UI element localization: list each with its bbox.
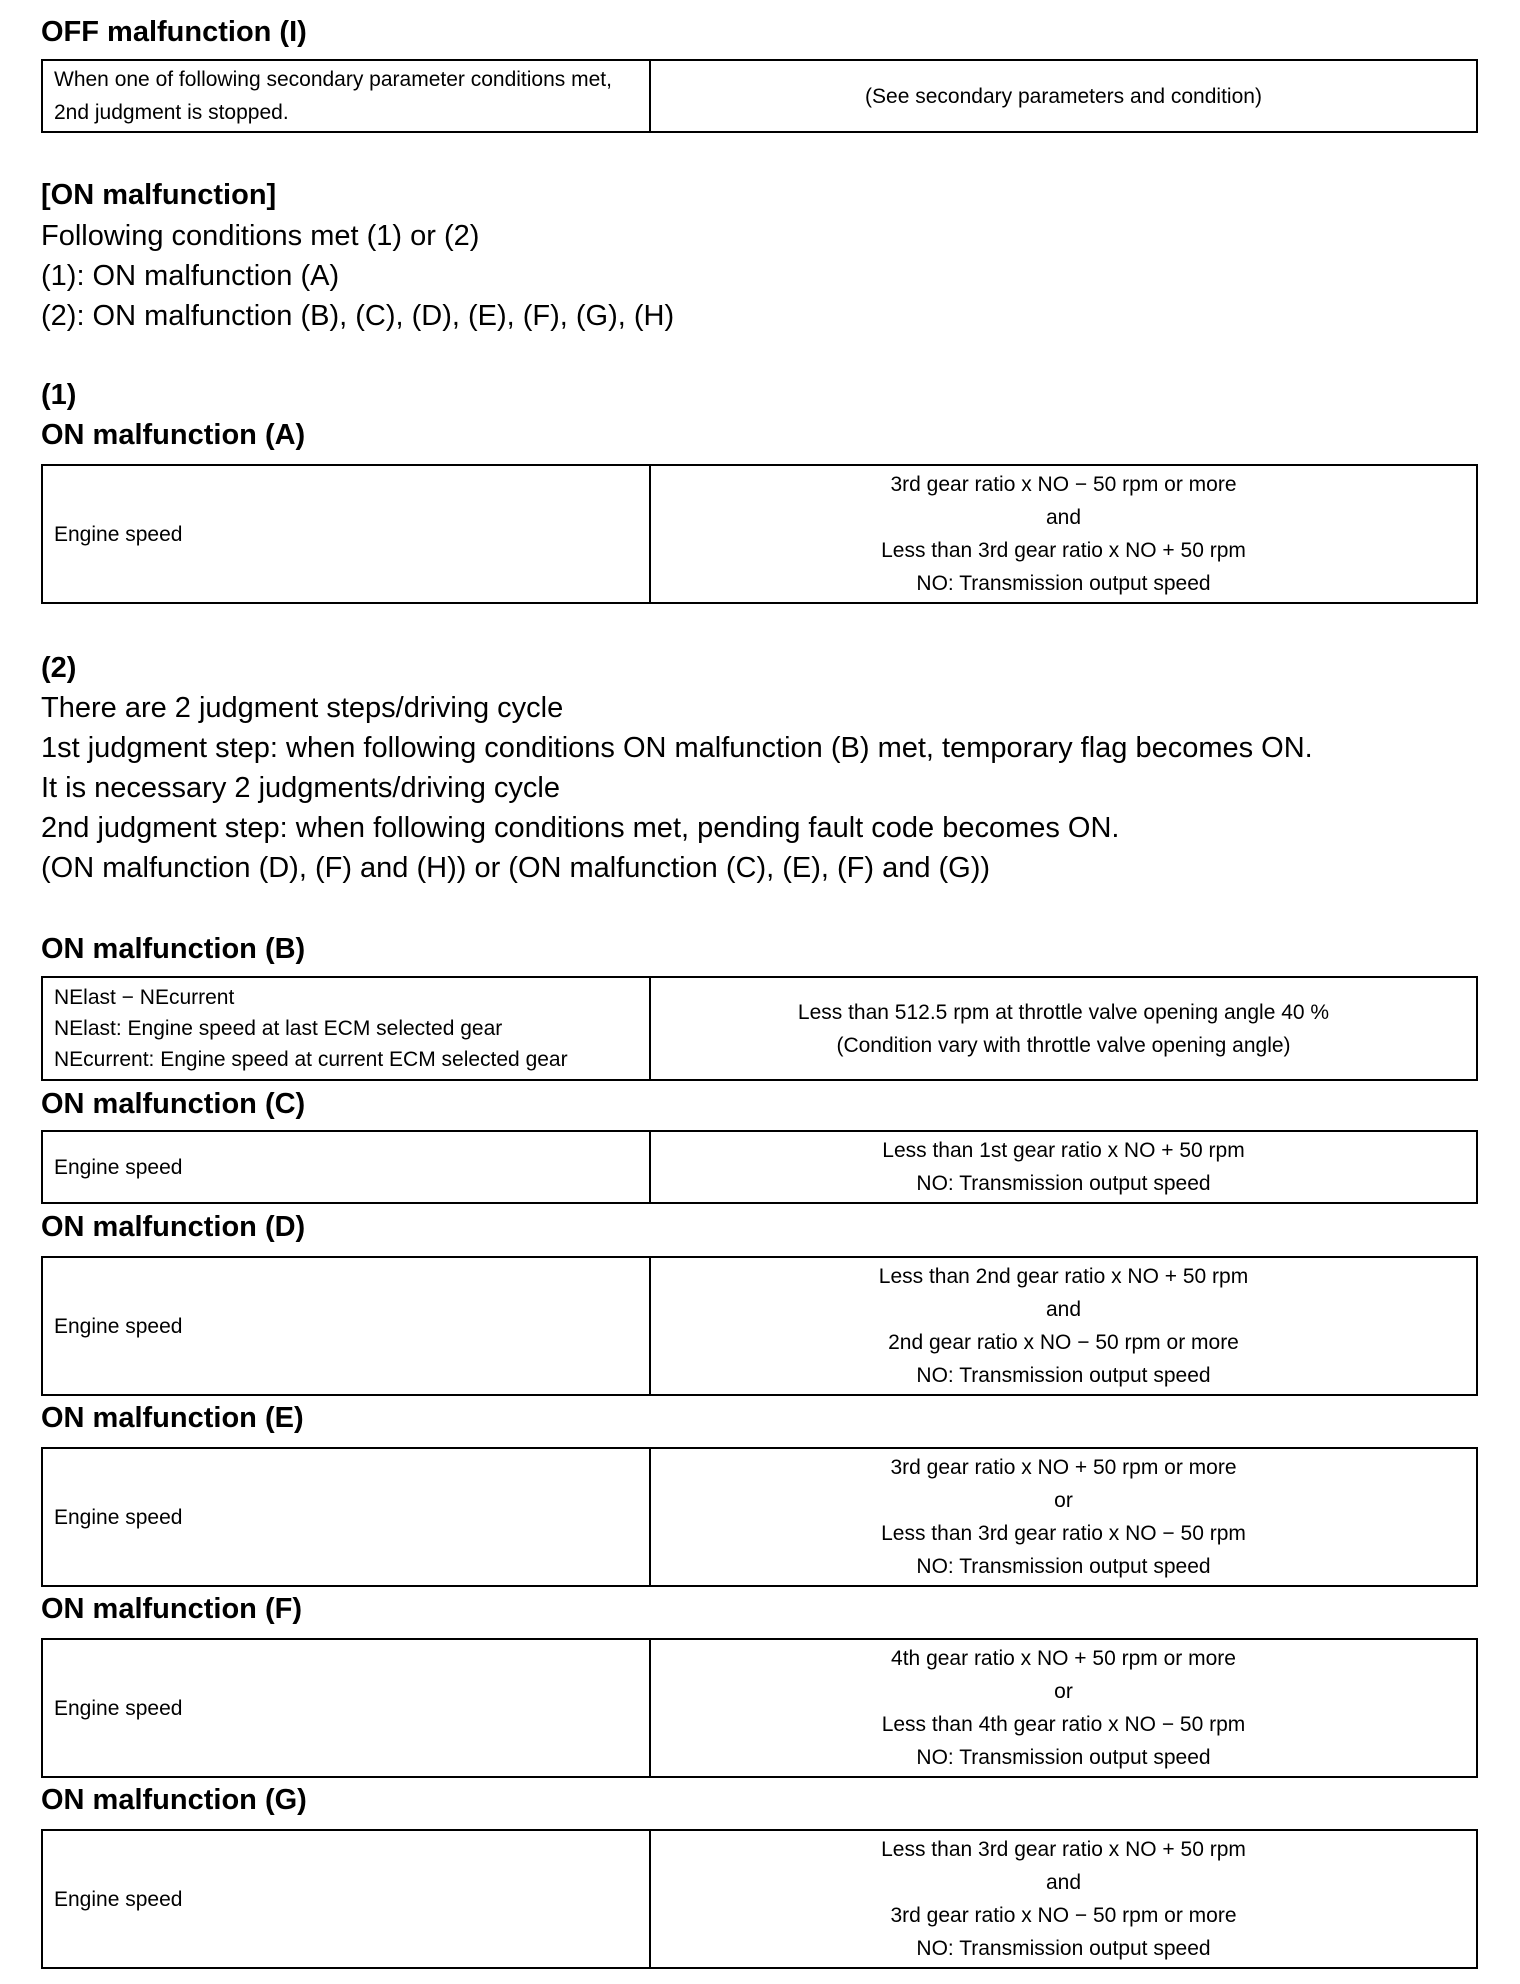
intro-line: (2): ON malfunction (B), (C), (D), (E), (F), (G), (H)	[41, 300, 675, 332]
section-2-line: It is necessary 2 judgments/driving cycle	[41, 772, 560, 804]
condition-value-cell	[650, 60, 1477, 132]
condition-label-cell: Engine speed	[42, 465, 650, 603]
condition-value-line: NO: Transmission output speed	[916, 1364, 1211, 1387]
section-2-line: (ON malfunction (D), (F) and (H)) or (ON malfunction (C), (E), (F) and (G))	[41, 852, 991, 884]
condition-value-cell	[650, 1131, 1477, 1203]
condition-value-line: (Condition vary with throttle valve opening angle)	[836, 1033, 1291, 1057]
malfunction-e-title: ON malfunction (E)	[41, 1402, 304, 1434]
condition-value-cell	[650, 1257, 1477, 1395]
section-2-line: There are 2 judgment steps/driving cycle	[41, 692, 564, 724]
condition-value-line: or	[1054, 1680, 1073, 1703]
condition-value-line: NO: Transmission output speed	[916, 1937, 1211, 1960]
section-2-number: (2)	[41, 652, 77, 684]
condition-value-line: NO: Transmission output speed	[916, 1746, 1211, 1769]
condition-label-line: When one of following secondary parameter conditions met,	[54, 68, 612, 91]
condition-value-cell	[650, 1448, 1477, 1586]
condition-value-line: or	[1054, 1489, 1073, 1512]
malfunction-g-title: ON malfunction (G)	[41, 1784, 307, 1816]
on-malfunction-intro-text	[41, 216, 674, 336]
condition-value-line: 3rd gear ratio x NO − 50 rpm or more	[890, 473, 1237, 496]
malfunction-e-table	[41, 1447, 1478, 1587]
condition-value-line: Less than 3rd gear ratio x NO + 50 rpm	[881, 539, 1246, 562]
intro-line: (1): ON malfunction (A)	[41, 260, 340, 292]
section-1-number: (1)	[41, 379, 77, 411]
condition-label-cell	[42, 977, 650, 1080]
condition-label-cell: Engine speed	[42, 1448, 650, 1586]
condition-value-line: Less than 2nd gear ratio x NO + 50 rpm	[878, 1265, 1249, 1288]
condition-value-line: 2nd gear ratio x NO − 50 rpm or more	[888, 1331, 1239, 1354]
malfunction-c-title: ON malfunction (C)	[41, 1088, 306, 1120]
condition-value-line: Less than 4th gear ratio x NO − 50 rpm	[881, 1713, 1246, 1736]
condition-label-cell: Engine speed	[42, 1639, 650, 1777]
condition-label-cell	[42, 60, 650, 132]
malfunction-d-title: ON malfunction (D)	[41, 1211, 306, 1243]
condition-value-cell	[650, 1830, 1477, 1968]
malfunction-a-table	[41, 464, 1478, 604]
condition-value-line: and	[1045, 1298, 1082, 1321]
section-2-text	[41, 688, 1313, 888]
condition-label-line: NElast − NEcurrent	[54, 986, 235, 1009]
condition-label-cell: Engine speed	[42, 1830, 650, 1968]
condition-value-line: and	[1045, 1871, 1082, 1894]
condition-value-line: NO: Transmission output speed	[916, 572, 1211, 595]
section-2-line: 2nd judgment step: when following conditions met, pending fault code becomes ON.	[41, 812, 1120, 844]
condition-label-cell: Engine speed	[42, 1257, 650, 1395]
condition-value-cell	[650, 1639, 1477, 1777]
condition-value-line: 3rd gear ratio x NO + 50 rpm or more	[890, 1456, 1237, 1479]
malfunction-f-title: ON malfunction (F)	[41, 1593, 302, 1625]
intro-line: Following conditions met (1) or (2)	[41, 220, 480, 252]
condition-value-line: Less than 1st gear ratio x NO + 50 rpm	[882, 1139, 1245, 1162]
off-malfunction-table	[41, 59, 1478, 133]
section-2-line: 1st judgment step: when following conditions ON malfunction (B) met, temporary flag becomes ON.	[41, 732, 1313, 764]
condition-value-line: Less than 3rd gear ratio x NO − 50 rpm	[881, 1522, 1246, 1545]
condition-value-line: NO: Transmission output speed	[916, 1172, 1211, 1195]
condition-value-line: NO: Transmission output speed	[916, 1555, 1211, 1578]
condition-value-cell	[650, 977, 1477, 1080]
malfunction-d-table	[41, 1256, 1478, 1396]
condition-value-line: (See secondary parameters and condition)	[865, 84, 1262, 108]
malfunction-b-title: ON malfunction (B)	[41, 933, 306, 965]
condition-label-line: NEcurrent: Engine speed at current ECM selected gear	[54, 1048, 568, 1071]
condition-value-line: Less than 3rd gear ratio x NO + 50 rpm	[881, 1838, 1246, 1861]
condition-label-line: NElast: Engine speed at last ECM selected gear	[54, 1017, 503, 1040]
malfunction-g-table	[41, 1829, 1478, 1969]
condition-label-cell: Engine speed	[42, 1131, 650, 1203]
malfunction-a-title: ON malfunction (A)	[41, 419, 306, 451]
malfunction-c-table	[41, 1130, 1478, 1204]
condition-value-line: and	[1045, 506, 1082, 529]
condition-value-line: 4th gear ratio x NO + 50 rpm or more	[891, 1647, 1236, 1670]
on-malfunction-title: [ON malfunction]	[41, 179, 277, 211]
condition-value-line: 3rd gear ratio x NO − 50 rpm or more	[890, 1904, 1237, 1927]
malfunction-b-table	[41, 976, 1478, 1081]
off-malfunction-title: OFF malfunction (I)	[41, 16, 307, 48]
condition-value-cell	[650, 465, 1477, 603]
condition-label-line: 2nd judgment is stopped.	[54, 101, 289, 124]
malfunction-f-table	[41, 1638, 1478, 1778]
condition-value-line: Less than 512.5 rpm at throttle valve opening angle 40 %	[797, 1000, 1330, 1024]
